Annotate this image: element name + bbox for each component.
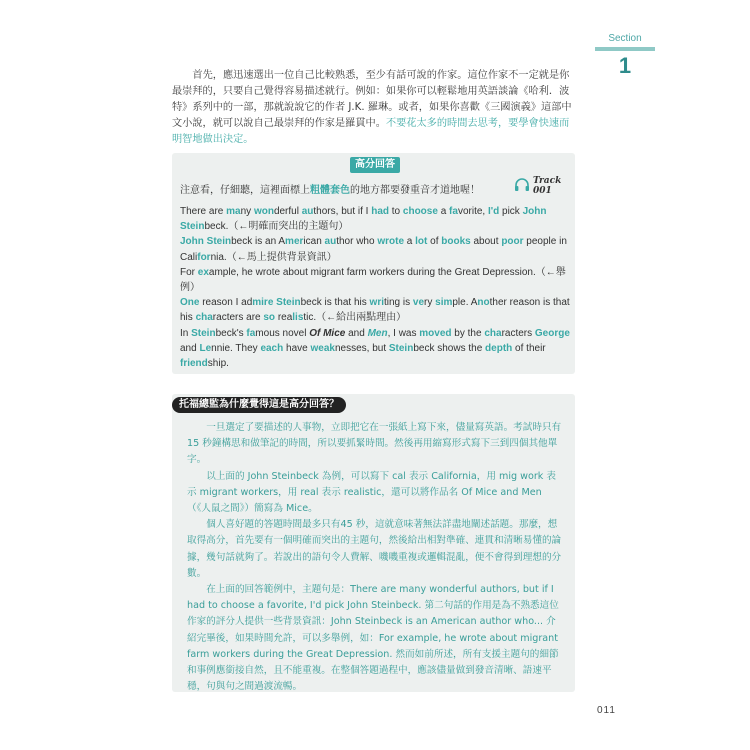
answer-line: There are many wonderful authors, but if I had to choose a favorite, I'd pick John Steinbeck.（←明確而突出的主題句） bbox=[180, 206, 547, 233]
explain-paragraph: 在上面的回答範例中，主題句是：There are many wonderful authors, but if I had to choose a favorite, I'd pick John Steinbeck. 第二句話的作用是為不熟悉這位作家的評分人提供一些背景資訊：John Steinbeck is an American author who... 介紹完畢後，如果時間允許，可以多舉例，如：For example, he wrote about migrant farm workers during the Great Depression. 然而如前所述，所有支援主題句的細節和事例應銜接自然，且不能重複。在整個答題過程中，應該儘量做到發音清晰、語速平穩，句與句之間過渡流暢。 bbox=[187, 584, 559, 693]
answer-line: For example, he wrote about migrant farm workers during the Great Depression.（←舉例） bbox=[180, 266, 566, 294]
note-text-post: 的地方都要發重音才道地喔！ bbox=[350, 185, 480, 196]
headphones-icon bbox=[514, 177, 530, 196]
explain-paragraph: 個人喜好題的答題時間最多只有45 秒，這就意味著無法詳盡地闡述話題。那麼，想取得高分，首先要有一個明確而突出的主題句，然後給出相對準確、連貫和清晰易懂的論據，幾句話就夠了。若說出的語句令人費解、嘰嘰重複或邏輯混亂，便不會得到理想的分數。 bbox=[187, 519, 562, 579]
track-label: Track 001 bbox=[533, 176, 562, 196]
answer-line: One reason I admire Steinbeck is that his writing is very simple. Another reason is that his characters are so realistic.（←給出兩點理由） bbox=[180, 297, 570, 324]
answer-box bbox=[172, 153, 575, 374]
intro-highlight: 不要花太多的時間去思考，要學會快速而明智地做出決定。 bbox=[172, 118, 570, 145]
section-number: 1 bbox=[618, 53, 632, 78]
answer-line: In Steinbeck's famous novel Of Mice and Men, I was moved by the characters George and Lennie. They each have weaknesses, but Steinbeck shows the depth of their friendship. bbox=[180, 327, 570, 370]
note-text-pre: 注意看，仔細聽，這裡面標上 bbox=[180, 185, 310, 196]
answer-box-note bbox=[180, 181, 480, 196]
intro-text: 首先，應迅速選出一位自己比較熟悉，至少有話可說的作家。這位作家不一定就是你最崇拜的，只要自己覺得容易描述就行。例如：如果你可以輕鬆地用英語談論《哈利．波特》系列中的一部，那就說說它的作者 J.K. 羅琳。或者，如果你喜歡《三國演義》這部中文小說，就可以說自己最崇拜的作家是羅貫中。 bbox=[172, 70, 572, 129]
intro-paragraph bbox=[172, 68, 576, 148]
section-tag bbox=[595, 33, 655, 77]
section-bar bbox=[595, 47, 655, 51]
answer-line: John Steinbeck is an American author who wrote a lot of books about poor people in California.（←馬上提供背景資訊） bbox=[180, 236, 567, 263]
explain-text bbox=[187, 420, 563, 695]
answer-box-title: 高分回答 bbox=[350, 157, 400, 173]
explain-box-title: 托福總監為什麼覺得這是高分回答？ bbox=[172, 397, 346, 413]
explain-paragraph: 以上面的 John Steinbeck 為例，可以寫下 cal 表示 California，用 mig work 表示 migrant workers，用 real 表示 realistic，還可以將作品名 Of Mice and Men（《人鼠之間》）簡寫為 Mice。 bbox=[187, 470, 557, 515]
page-number: 011 bbox=[597, 705, 616, 716]
explain-paragraph: 一旦選定了要描述的人事物，立即把它在一張紙上寫下來，儘量寫英語。考試時只有 15 秒鐘構思和做筆記的時間，所以要抓緊時間。然後再用縮寫形式寫下三到四個其他單字。 bbox=[187, 422, 562, 466]
section-label: Section bbox=[608, 33, 642, 44]
note-text-bold: 粗體套色 bbox=[310, 185, 350, 196]
audio-track[interactable] bbox=[514, 178, 575, 194]
sample-answer bbox=[180, 204, 570, 371]
